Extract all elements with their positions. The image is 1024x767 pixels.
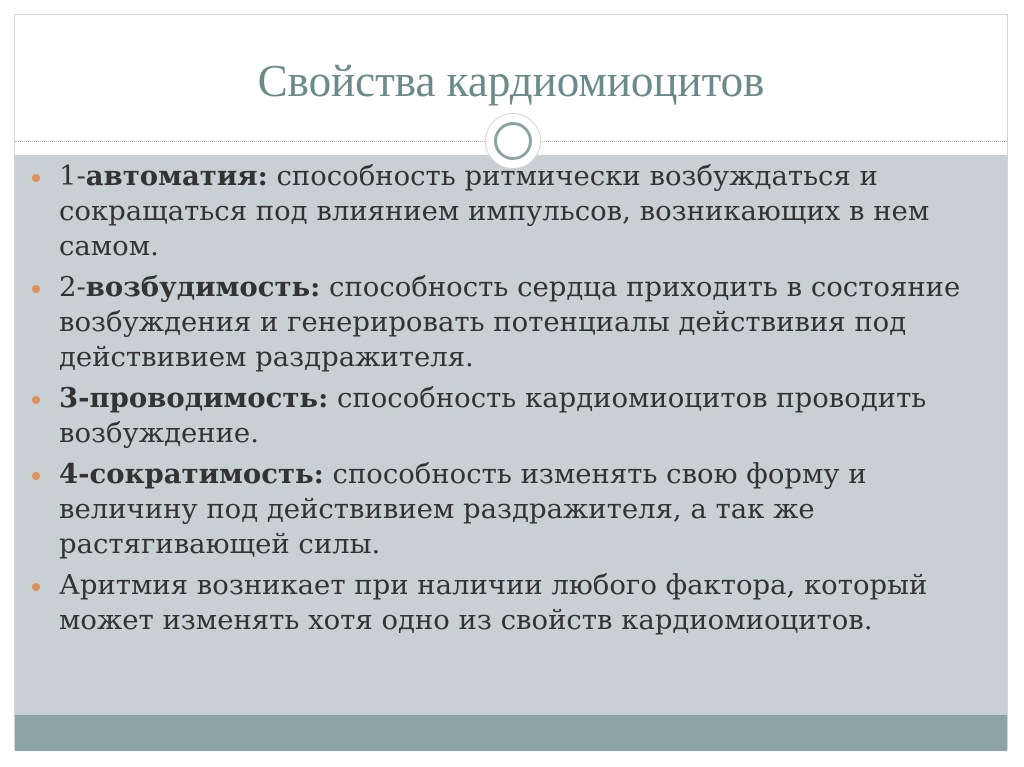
bullet-item <box>59 457 969 562</box>
bullet-dot-icon <box>32 174 40 182</box>
bullet-prefix: 2- <box>59 271 86 303</box>
bullet-term: автоматия: <box>85 160 268 192</box>
bullet-text: Аритмия возникает при наличии любого фактора, который может изменять хотя одно из свойств кардиомиоцитов. <box>59 569 928 636</box>
bullet-item <box>59 381 969 451</box>
bullet-term: 3-проводимость: <box>59 382 329 414</box>
slide-title: Свойства кардиомиоцитов <box>257 56 765 106</box>
bullet-list <box>59 159 969 644</box>
bullet-dot-icon <box>32 285 40 293</box>
bullet-item <box>59 270 969 375</box>
bottom-band <box>15 715 1007 751</box>
circle-ring-inner <box>494 122 532 160</box>
bullet-dot-icon <box>32 583 40 591</box>
bullet-dot-icon <box>32 396 40 404</box>
bullet-text: способность изменять свою форму и величину под действивием раздражителя, а так же растягивающей силы. <box>59 458 867 560</box>
bullet-term: 4-сократимость: <box>59 458 324 490</box>
bullet-prefix: 1- <box>59 160 86 192</box>
bullet-dot-icon <box>32 472 40 480</box>
bullet-text: способность кардиомиоцитов проводить возбуждение. <box>59 382 927 449</box>
bullet-item <box>59 159 969 264</box>
bullet-text: способность ритмически возбуждаться и сокращаться под влиянием импульсов, возникающих в нем самом. <box>59 160 930 262</box>
bullet-term: возбудимость: <box>85 271 321 303</box>
bullet-item <box>59 568 969 638</box>
bullet-text: способность сердца приходить в состояние возбуждения и генерировать потенциалы действивия под действивием раздражителя. <box>59 271 961 373</box>
